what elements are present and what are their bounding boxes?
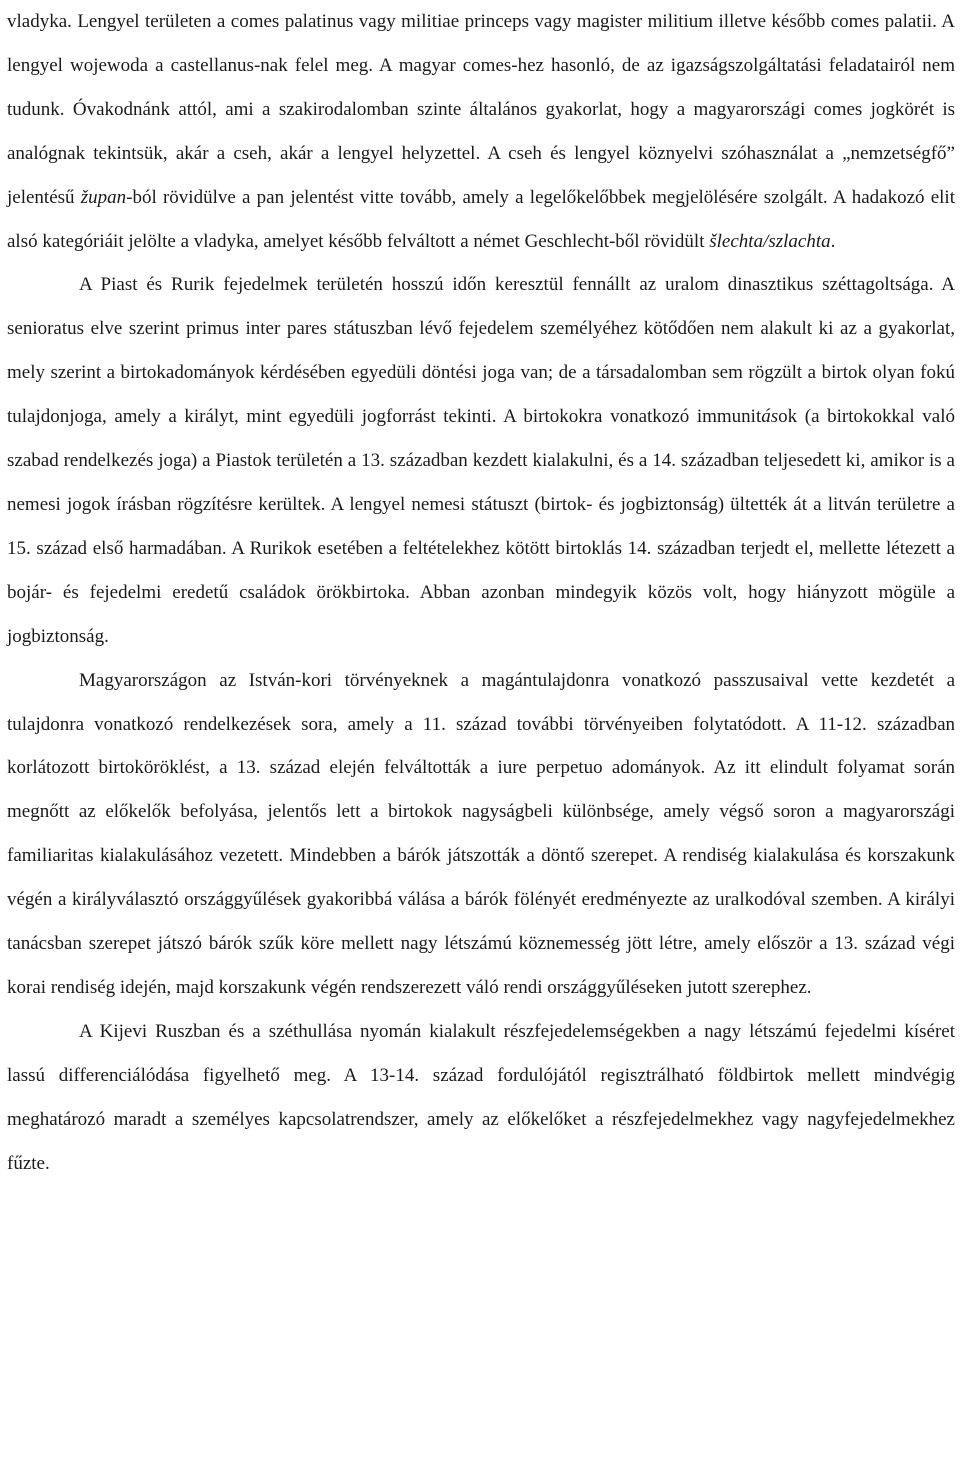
italic-term-zupan: župan [80,186,127,208]
paragraph-3 [7,659,955,1010]
text-segment: -ból rövidülve a pan jelentést vitte tovább, amely a legelőkelőbbek megjelölésére szolgált. A hadakozó elit alsó kategóriáit jelölte a vladyka, amelyet később felváltott a német Geschlecht-ből rövidült [7,186,955,252]
text-segment: A Piast és Rurik fejedelmek területén hosszú időn keresztül fennállt az uralom dinasztikus széttagoltsága. A senioratus elve szerint primus inter pares státuszban lévő fejedelem személyéhez kötődően nem alakult ki az a gyakorlat, mely szerint a birtokadományok kérdésében egyedüli döntési joga van; de a társadalomban sem rögzült a birtok olyan fokú tulajdonjoga, amely a királyt, mint egyedüli jogforrást tekinti. A birtokokra vonatkozó immunit [7,274,955,428]
italic-fragment: ás [761,406,779,428]
paragraph-4 [7,1010,955,1186]
italic-term-szlachta: šlechta/szlachta [709,230,831,252]
text-segment: ok (a birtokokkal való szabad rendelkezés joga) a Piastok területén a 13. században kezdett kialakulni, és a 14. században teljesedett ki, amikor is a nemesi jogok írásban rögzítésre kerültek. A lengyel nemesi státuszt (birtok- és jogbiztonság) ültették át a litván területre a 15. század első harmadában. A Rurikok esetében a feltételekhez kötött birtoklás 14. században terjedt el, mellette létezett a bojár- és fejedelmi eredetű családok örökbirtoka. Abban azonban mindegyik közös volt, hogy hiányzott mögüle a jogbiztonság. [7,406,955,647]
text-segment: . [830,230,836,252]
text-segment: A Kijevi Ruszban és a széthullása nyomán kialakult részfejedelemségekben a nagy létszámú fejedelmi kíséret lassú differenciálódása figyelhető meg. A 13-14. század fordulójától regisztrálható földbirtok mellett mindvégig meghatározó maradt a személyes kapcsolatrendszer, amely az előkelőket a részfejedelmekhez vagy nagyfejedelmekhez fűzte. [7,1020,955,1174]
paragraph-1 [7,0,955,263]
paragraph-2 [7,263,955,658]
text-segment: Magyarországon az István-kori törvényeknek a magántulajdonra vonatkozó passzusaival vette kezdetét a tulajdonra vonatkozó rendelkezések sora, amely a 11. század további törvényeiben folytatódott. A 11-12. században korlátozott birtoköröklést, a 13. század elején felváltották a iure perpetuo adományok. Az itt elindult folyamat során megnőtt az előkelők befolyása, jelentős lett a birtokok nagyságbeli különbsége, amely végső soron a magyarországi familiaritas kialakulásához vezetett. Mindebben a bárók játszották a döntő szerepet. A rendiség kialakulása és korszakunk végén a királyválasztó országgyűlések gyakoribbá válása a bárók fölényét eredményezte az uralkodóval szemben. A királyi tanácsban szerepet játszó bárók szűk köre mellett nagy létszámú köznemesség jött létre, amely először a 13. század végi korai rendiség idején, majd korszakunk végén rendszerezett váló rendi országgyűléseken jutott szerephez. [7,669,955,998]
text-segment: vladyka. Lengyel területen a comes palatinus vagy militiae princeps vagy magister militium illetve később comes palatii. A lengyel wojewoda a castellanus-nak felel meg. A magyar comes-hez hasonló, de az igazságszolgáltatási feladatairól nem tudunk. Óvakodnánk attól, ami a szakirodalomban szinte általános gyakorlat, hogy a magyarországi comes jogkörét is analógnak tekintsük, akár a cseh, akár a lengyel helyzettel. A cseh és lengyel köznyelvi szóhasználat a „nemzetségfő” jelentésű [7,11,955,208]
document-page [7,0,955,1185]
